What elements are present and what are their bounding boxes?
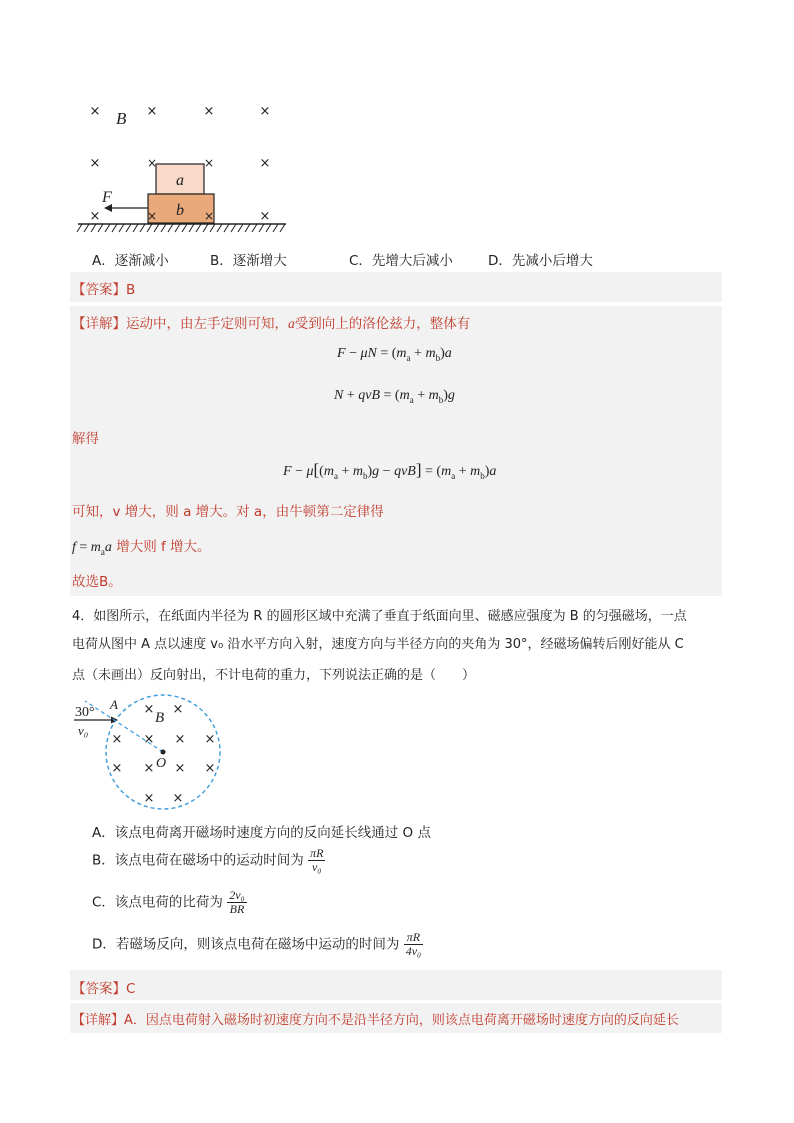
detail-var-a: a — [288, 316, 295, 331]
field-cross: × — [174, 732, 186, 747]
field-cross: × — [146, 209, 158, 223]
q4-stem-line3: 点（未画出）反向射出，不计电荷的重力，下列说法正确的是（ ） — [72, 668, 476, 683]
option-d-text: D．若磁场反向，则该点电荷在磁场中运动的时间为 — [92, 936, 400, 953]
conclusion-eq-tail: 增大则 f 增大。 — [116, 539, 211, 555]
q4-option-a: A．该点电荷离开磁场时速度方向的反向延长线通过 O 点 — [92, 825, 431, 841]
ground-hatch — [77, 224, 285, 232]
q4-option-c — [92, 889, 247, 916]
answer-tag: 【答案】 — [72, 981, 126, 997]
field-cross: × — [204, 761, 216, 776]
q3-solve-label: 解得 — [72, 431, 99, 447]
angle-label: 30° — [75, 705, 95, 720]
field-cross: × — [259, 104, 271, 119]
q3-figure-main — [72, 96, 302, 238]
field-cross: × — [111, 761, 123, 776]
q3-option-d: D．先减小后增大 — [488, 253, 593, 269]
q3-final: 故选B。 — [72, 574, 122, 590]
field-label: B — [116, 109, 127, 128]
force-label: F — [102, 189, 112, 206]
q4-option-d — [92, 931, 423, 958]
equation-1: $F - \mu N = (m_a + m_b)a$ — [337, 346, 452, 363]
field-cross: × — [203, 156, 215, 170]
equation-3: $F - \mu[(m_a + m_b)g - qvB] = (m_a + m_b)a$ — [283, 460, 497, 481]
block-a-label: a — [176, 172, 184, 189]
field-cross: × — [89, 209, 101, 224]
q3-option-c: C．先增大后减小 — [349, 253, 453, 269]
q4-stem-line2: 电荷从图中 A 点以速度 v₀ 沿水平方向入射，速度方向与半径方向的夹角为 30°，经磁场偏转后刚好能从 C — [72, 637, 684, 652]
option-c-text: C．该点电荷的比荷为 — [92, 894, 223, 911]
field-cross: × — [146, 104, 158, 119]
q3-detail-intro — [72, 312, 470, 332]
velocity-label: v₀ — [78, 723, 89, 738]
field-cross: × — [89, 156, 101, 171]
q3-option-a: A．逐渐减小 — [92, 253, 169, 269]
q4-stem-line1: 4．如图所示，在纸面内半径为 R 的圆形区域中充满了垂直于纸面向里、磁感应强度为 B 的匀强磁场，一点 — [72, 609, 687, 624]
field-cross: × — [143, 702, 155, 717]
detail-tag: 【详解】 — [72, 316, 126, 332]
q3-answer-panel — [70, 272, 722, 302]
q3-conclusion: 可知，v 增大，则 a 增大。对 a，由牛顿第二定律得 — [72, 504, 384, 520]
field-cross: × — [172, 791, 184, 806]
answer-tag: 【答案】 — [72, 282, 126, 298]
answer-value: B — [126, 282, 136, 298]
center-label: O — [156, 756, 167, 771]
q4-detail — [72, 1009, 679, 1028]
detail-tag: 【详解】 — [72, 1013, 125, 1028]
field-cross: × — [203, 209, 215, 223]
answer-value: C — [126, 981, 136, 997]
field-cross: × — [174, 761, 186, 776]
block-b-label: b — [176, 202, 184, 219]
option-b-text: B．该点电荷在磁场中的运动时间为 — [92, 852, 304, 869]
field-cross: × — [204, 732, 216, 747]
q3-conclusion-eq: $f = m_aa$ 增大则 f 增大。 — [72, 539, 211, 557]
option-d-fraction: $\frac{\pi R}{\text{4v₀}}$ — [405, 930, 422, 958]
field-cross: × — [143, 791, 155, 806]
field-cross: × — [203, 104, 215, 119]
field-cross: × — [143, 761, 155, 776]
q4-figure — [70, 692, 230, 812]
q4-option-b — [92, 847, 325, 874]
equation-2: N + qvB = $(m_a + m_b)g$ — [334, 388, 455, 405]
field-cross: × — [259, 156, 271, 171]
detail-intro: 运动中，由左手定则可知， — [126, 316, 288, 332]
detail-text: A．因点电荷射入磁场时初速度方向不是沿半径方向，则该点电荷离开磁场时速度方向的反向延长 — [124, 1013, 679, 1028]
field-cross: × — [146, 156, 158, 170]
field-cross: × — [111, 732, 123, 747]
q4-answer-panel — [70, 970, 722, 1000]
point-a-label: A — [110, 697, 118, 712]
field-cross: × — [89, 104, 101, 119]
option-b-fraction: $\frac{\pi R}{\text{v₀}}$ — [310, 846, 324, 874]
detail-intro-end: 受到向上的洛伦兹力，整体有 — [294, 316, 471, 332]
field-label: B — [155, 710, 165, 726]
center-point — [161, 750, 166, 755]
q3-answer — [72, 278, 135, 298]
field-cross: × — [259, 209, 271, 224]
field-cross: × — [143, 732, 155, 747]
q4-answer — [72, 977, 135, 997]
q3-option-b: B．逐渐增大 — [210, 253, 287, 269]
option-c-fraction: $\frac{\text{2v₀}}{BR}$ — [229, 888, 245, 916]
field-cross: × — [172, 702, 184, 717]
